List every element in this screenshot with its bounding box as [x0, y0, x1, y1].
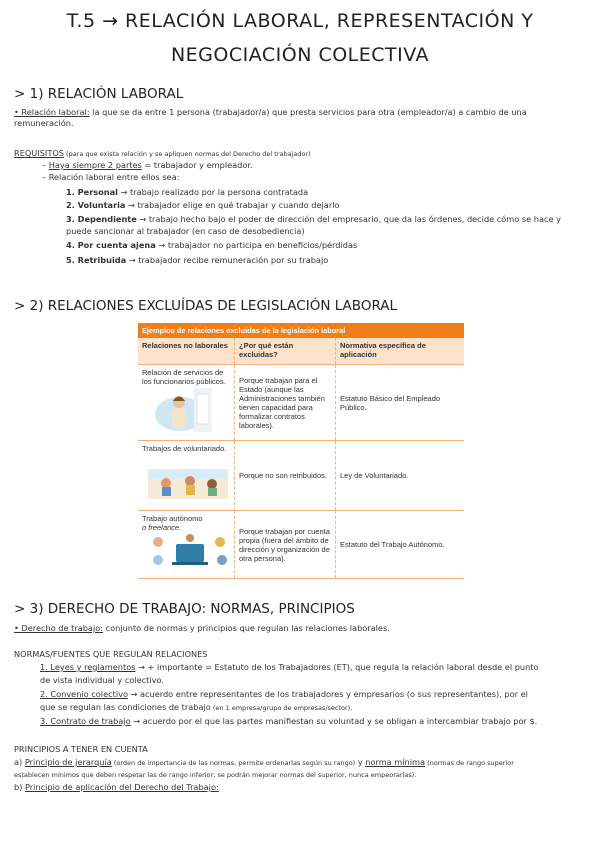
principio-a — [14, 757, 589, 769]
norma-2-cont-text: que se regulan las condiciones de trabajo — [40, 702, 211, 712]
norma-2 — [40, 689, 588, 700]
principio-a-cont: establecen mínimos que deben respetar las de rango inferior; se podrán mejorar normas del superior, nunca empeorarlas). — [14, 771, 417, 779]
item-3-text: → trabajo hecho bajo el poder de dirección del empresario, que da las órdenes, decide cómo se hace y — [136, 214, 561, 224]
normas-title: NORMAS/FUENTES QUE REGULAN RELACIONES — [14, 649, 208, 659]
item-2-text: → trabajador elige en qué trabajar y cuando dejarlo — [125, 200, 340, 210]
table-cell-relacion — [138, 511, 235, 579]
cell-text: Trabajos de voluntariado. — [142, 444, 227, 453]
requisito-item-4 — [66, 240, 586, 251]
civil-servant-illustration — [150, 388, 230, 432]
requisitos-title — [14, 148, 579, 160]
principio-a-label: a) — [14, 757, 25, 767]
requisito-item-5 — [66, 255, 586, 266]
page-title-line-1: T.5 → RELACIÓN LABORAL, REPRESENTACIÓN Y — [66, 10, 534, 32]
excluded-relations-table — [138, 323, 464, 579]
table-row — [138, 511, 464, 579]
principio-a-connector: y — [355, 757, 366, 767]
requisito-item-3 — [66, 214, 591, 225]
principio-b — [14, 782, 579, 793]
table-cell-por-que: Porque trabajan para el Estado (aunque las Administraciones también tienen capacidad para formalizar contratos laborales). — [235, 365, 336, 441]
requisito-item-3-cont: puede sancionar al trabajador (en caso de desobediencia) — [66, 226, 305, 236]
norma-3 — [40, 716, 588, 727]
item-3-number: 3. Dependiente — [66, 214, 137, 224]
section-2-heading: > 2) RELACIONES EXCLUÍDAS DE LEGISLACIÓN LABORAL — [14, 298, 398, 314]
item-4-number: 4. Por cuenta ajena — [66, 240, 156, 250]
definition-term: • Relación laboral: — [14, 107, 90, 117]
item-1-number: 1. Personal — [66, 187, 118, 197]
table-cell-normativa: Ley de Voluntariado. — [336, 441, 465, 511]
item-4-text: → trabajador no participa en beneficios/pérdidas — [155, 240, 358, 250]
norma-3-name: 3. Contrato de trabajo — [40, 716, 131, 726]
table-row — [138, 365, 464, 441]
principio-a-name: Principio de jerarquía — [24, 757, 112, 767]
item-5-text: → trabajador recibe remuneración por su trabajo — [126, 255, 329, 265]
dash-1-underlined: Haya siempre 2 partes — [48, 160, 142, 170]
requisito-item-1 — [66, 187, 586, 198]
requisitos-note: (para que exista relación y se apliquen normas del Derecho del trabajador) — [63, 150, 311, 158]
requisitos-label: REQUISITOS — [14, 148, 64, 158]
derecho-trabajo-definition — [14, 623, 579, 634]
definition-term: • Derecho de trabajo: — [14, 623, 103, 633]
norma-2-cont — [40, 702, 600, 714]
table-row — [138, 441, 464, 511]
norma-3-text: → acuerdo por el que las partes manifiestan su voluntad y se obligan a intercambiar trabajo por $. — [130, 716, 538, 726]
principio-a-note: (orden de importancia de las normas, permite ordenarlas según su rango) — [111, 759, 356, 767]
table-header-normativa: Normativa específica de aplicación — [336, 338, 465, 365]
cell-text-line-2: o freelance. — [142, 523, 182, 532]
principios-title: PRINCIPIOS A TENER EN CUENTA — [14, 744, 148, 754]
table-cell-por-que: Porque no son retribuidos. — [235, 441, 336, 511]
definition-text: conjunto de normas y principios que regulan las relaciones laborales. — [103, 623, 390, 633]
table-caption: Ejemplos de relaciones excluidas de la legislación laboral — [138, 323, 464, 338]
principio-a-name-2: norma mínima — [365, 757, 426, 767]
table-cell-relacion — [138, 441, 235, 511]
volunteer-illustration — [148, 455, 228, 499]
relacion-laboral-definition — [14, 107, 579, 129]
page-title-line-2: NEGOCIACIÓN COLECTIVA — [170, 44, 430, 66]
table-cell-relacion — [138, 365, 235, 441]
section-1-heading: > 1) RELACIÓN LABORAL — [14, 86, 184, 102]
requisito-dash-2: – Relación laboral entre ellos sea: — [42, 172, 180, 182]
norma-1-name: 1. Leyes y reglamentos — [40, 662, 136, 672]
norma-1 — [40, 662, 588, 673]
table-cell-por-que: Porque trabajan por cuenta propia (fuera del ámbito de dirección y organización de otra persona). — [235, 511, 336, 579]
section-3-heading: > 3) DERECHO DE TRABAJO: NORMAS, PRINCIPIOS — [14, 601, 355, 617]
cell-text-line-1: Trabajo autónomo — [142, 514, 203, 523]
table-header-relaciones: Relaciones no laborales — [138, 338, 235, 365]
table-header-por-que: ¿Por qué están excluidas? — [235, 338, 336, 365]
principio-b-label: b) — [14, 782, 25, 792]
table-cell-normativa: Estatuto Básico del Empleado Público. — [336, 365, 465, 441]
cell-text: Relación de servicios de los funcionarios públicos. — [142, 368, 226, 386]
dash-1-rest: = trabajador y empleador. — [141, 160, 253, 170]
item-5-number: 5. Retribuida — [66, 255, 127, 265]
definition-text: la que se da entre 1 persona (trabajador/a) que presta servicios para otra (empleador/a) a cambio de una remuneración. — [14, 107, 527, 128]
norma-1-cont: de vista individual y colectivo. — [40, 675, 164, 685]
principio-a-note-2: (normas de rango superior — [425, 759, 514, 767]
norma-1-text: → + importante = Estatuto de los Trabajadores (ET), que regula la relación laboral desde el punto — [135, 662, 539, 672]
norma-2-note: (en 1 empresa/grupo de empresas/sector). — [210, 704, 353, 712]
freelance-illustration — [150, 534, 230, 570]
item-2-number: 2. Voluntaria — [66, 200, 126, 210]
requisito-dash-1: – Haya siempre 2 partes = trabajador y empleador. — [42, 160, 253, 170]
norma-2-text: → acuerdo entre representantes de los trabajadores y empresarios (o sus representantes), por el — [127, 689, 528, 699]
item-1-text: → trabajo realizado por la persona contratada — [117, 187, 309, 197]
requisito-item-2 — [66, 200, 586, 211]
norma-2-name: 2. Convenio colectivo — [40, 689, 128, 699]
principio-b-name: Principio de aplicación del Derecho del Trabajo: — [25, 782, 219, 792]
table-cell-normativa: Estatuto del Trabajo Autónomo. — [336, 511, 465, 579]
